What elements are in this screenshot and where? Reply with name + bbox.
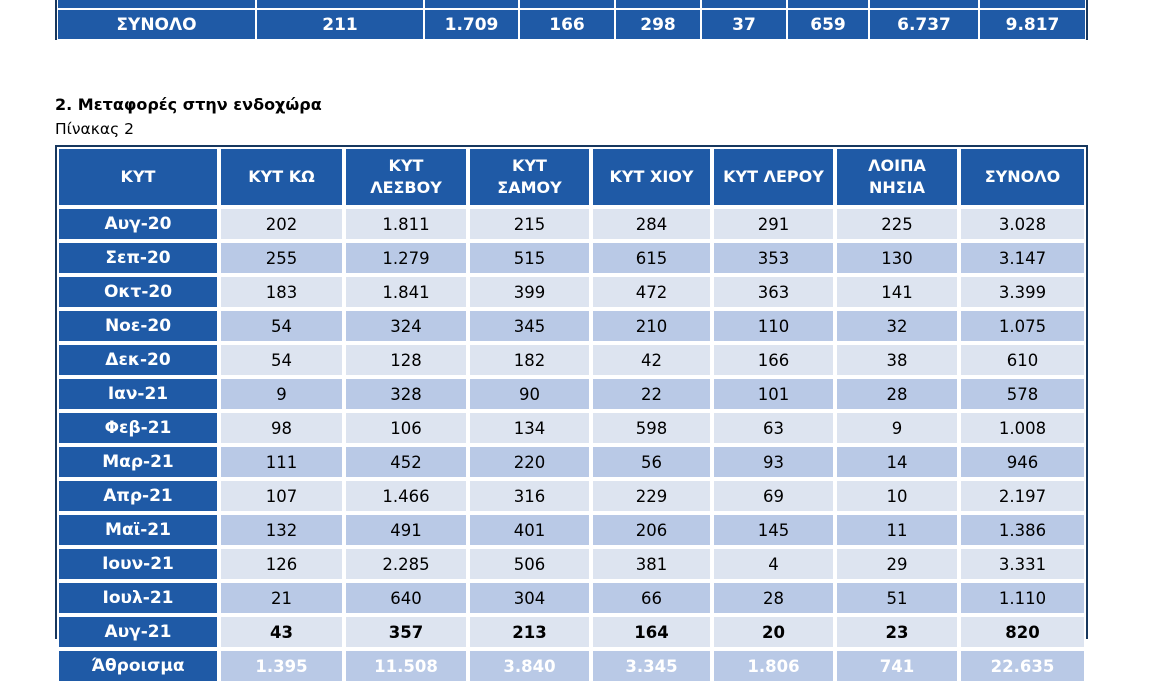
table-cell: 141 — [835, 275, 959, 309]
table-cell: 38 — [835, 343, 959, 377]
row-label: Μαϊ-21 — [57, 513, 219, 547]
table-row — [57, 445, 1086, 479]
row-label: Σεπ-20 — [57, 241, 219, 275]
column-header — [591, 147, 712, 207]
table-row-cut — [57, 0, 1086, 9]
table-row — [57, 275, 1086, 309]
table-cell: 132 — [219, 513, 344, 547]
table-cell: 183 — [219, 275, 344, 309]
table-cell: 220 — [468, 445, 591, 479]
table-cell: 101 — [712, 377, 835, 411]
column-header-label: ΚΥΤ ΛΕΡΟΥ — [723, 167, 824, 186]
column-header-label: ΚΥΤ ΧΙΟΥ — [609, 167, 694, 186]
table-cell: 98 — [219, 411, 344, 445]
column-header-label: ΝΗΣΙΑ — [868, 178, 926, 197]
table-cell: 43 — [219, 615, 344, 649]
row-label: Ιουλ-21 — [57, 581, 219, 615]
table-cell: 578 — [959, 377, 1086, 411]
total-row — [57, 9, 1086, 40]
table-cell: 1.466 — [344, 479, 468, 513]
table-cell: 353 — [712, 241, 835, 275]
column-header — [712, 147, 835, 207]
table-cell: 598 — [591, 411, 712, 445]
table-cell: 93 — [712, 445, 835, 479]
table-cell: 3.331 — [959, 547, 1086, 581]
table-cell: 126 — [219, 547, 344, 581]
row-label: Νοε-20 — [57, 309, 219, 343]
table-cell: 20 — [712, 615, 835, 649]
summary-table-previous-grid — [57, 0, 1086, 40]
table-cell: 90 — [468, 377, 591, 411]
table-caption: Πίνακας 2 — [55, 120, 135, 138]
row-label: Αυγ-21 — [57, 615, 219, 649]
total-cell: 3.345 — [591, 649, 712, 683]
table-cell: 1.386 — [959, 513, 1086, 547]
column-header — [835, 147, 959, 207]
total-label: ΣΥΝΟΛΟ — [57, 9, 256, 40]
table-cell: 640 — [344, 581, 468, 615]
total-cell: 659 — [787, 9, 869, 40]
table-cell: 111 — [219, 445, 344, 479]
total-cell: 22.635 — [959, 649, 1086, 683]
table-cell: 130 — [835, 241, 959, 275]
table-cell: 32 — [835, 309, 959, 343]
table-cell: 145 — [712, 513, 835, 547]
table-cell: 820 — [959, 615, 1086, 649]
table-header-row — [57, 147, 1086, 207]
table-cell: 345 — [468, 309, 591, 343]
table-cell: 1.841 — [344, 275, 468, 309]
table-cell: 29 — [835, 547, 959, 581]
transfers-table — [55, 145, 1088, 676]
total-row — [57, 649, 1086, 683]
table-row — [57, 581, 1086, 615]
table-cell: 399 — [468, 275, 591, 309]
table-cell: 2.197 — [959, 479, 1086, 513]
table-cell: 28 — [835, 377, 959, 411]
table-cell: 10 — [835, 479, 959, 513]
table-row — [57, 547, 1086, 581]
total-cell: 211 — [256, 9, 424, 40]
total-cell: 37 — [701, 9, 787, 40]
table-row — [57, 513, 1086, 547]
total-cell: 6.737 — [869, 9, 979, 40]
table-cell: 515 — [468, 241, 591, 275]
table-cell: 22 — [591, 377, 712, 411]
total-label: Άθροισμα — [57, 649, 219, 683]
table-cell: 2.285 — [344, 547, 468, 581]
table-cell: 506 — [468, 547, 591, 581]
column-header-label: ΣΥΝΟΛΟ — [984, 167, 1061, 186]
table-cell: 255 — [219, 241, 344, 275]
table-cell: 23 — [835, 615, 959, 649]
row-label: Δεκ-20 — [57, 343, 219, 377]
row-label: Οκτ-20 — [57, 275, 219, 309]
row-label: Φεβ-21 — [57, 411, 219, 445]
total-cell: 3.840 — [468, 649, 591, 683]
table-cell: 56 — [591, 445, 712, 479]
table-cell: 213 — [468, 615, 591, 649]
row-label: Απρ-21 — [57, 479, 219, 513]
table-cell: 166 — [712, 343, 835, 377]
table-cell: 9 — [835, 411, 959, 445]
table-row — [57, 207, 1086, 241]
table-row — [57, 241, 1086, 275]
table-row — [57, 377, 1086, 411]
table-cell: 3.028 — [959, 207, 1086, 241]
row-label: Αυγ-20 — [57, 207, 219, 241]
table-row — [57, 615, 1086, 649]
table-cell: 304 — [468, 581, 591, 615]
column-header-label: ΛΕΣΒΟΥ — [370, 178, 442, 197]
table-cell: 3.147 — [959, 241, 1086, 275]
table-cell: 610 — [959, 343, 1086, 377]
row-label: Μαρ-21 — [57, 445, 219, 479]
table-cell: 28 — [712, 581, 835, 615]
table-cell: 363 — [712, 275, 835, 309]
row-label: Ιαν-21 — [57, 377, 219, 411]
table-cell: 316 — [468, 479, 591, 513]
section-title: 2. Μεταφορές στην ενδοχώρα — [55, 95, 322, 114]
table-cell: 381 — [591, 547, 712, 581]
total-cell: 741 — [835, 649, 959, 683]
column-header-label: ΚΥΤ — [512, 156, 547, 175]
table-cell: 225 — [835, 207, 959, 241]
table-cell: 452 — [344, 445, 468, 479]
table-cell: 128 — [344, 343, 468, 377]
column-header — [219, 147, 344, 207]
table-body — [57, 207, 1086, 683]
table-cell: 63 — [712, 411, 835, 445]
table-cell: 202 — [219, 207, 344, 241]
table-cell: 291 — [712, 207, 835, 241]
table-cell: 54 — [219, 343, 344, 377]
summary-table-previous — [55, 0, 1088, 40]
table-row — [57, 411, 1086, 445]
column-header-label: ΚΥΤ — [388, 156, 424, 175]
table-cell: 134 — [468, 411, 591, 445]
total-cell: 1.395 — [219, 649, 344, 683]
column-header — [959, 147, 1086, 207]
column-header-label: ΚΥΤ — [120, 167, 156, 186]
table-cell: 51 — [835, 581, 959, 615]
table-cell: 946 — [959, 445, 1086, 479]
table-cell: 229 — [591, 479, 712, 513]
table-cell: 14 — [835, 445, 959, 479]
table-cell: 210 — [591, 309, 712, 343]
table-cell: 11 — [835, 513, 959, 547]
table-cell: 357 — [344, 615, 468, 649]
table-cell: 1.075 — [959, 309, 1086, 343]
table-cell: 69 — [712, 479, 835, 513]
table-cell: 66 — [591, 581, 712, 615]
table-cell: 1.811 — [344, 207, 468, 241]
table-cell: 472 — [591, 275, 712, 309]
column-header — [468, 147, 591, 207]
total-cell: 298 — [615, 9, 701, 40]
row-label: Ιουν-21 — [57, 547, 219, 581]
table-cell: 164 — [591, 615, 712, 649]
table-cell: 324 — [344, 309, 468, 343]
column-header-label: ΚΥΤ ΚΩ — [248, 167, 315, 186]
table-cell: 42 — [591, 343, 712, 377]
table-cell: 21 — [219, 581, 344, 615]
table-cell: 1.110 — [959, 581, 1086, 615]
table-cell: 110 — [712, 309, 835, 343]
column-header-label: ΣΑΜΟΥ — [497, 178, 562, 197]
column-header — [57, 147, 219, 207]
total-cell: 166 — [519, 9, 615, 40]
table-cell: 107 — [219, 479, 344, 513]
total-cell: 1.709 — [424, 9, 519, 40]
table-cell: 9 — [219, 377, 344, 411]
transfers-table-grid — [57, 147, 1086, 683]
table-cell: 615 — [591, 241, 712, 275]
table-cell: 401 — [468, 513, 591, 547]
table-cell: 491 — [344, 513, 468, 547]
table-cell: 54 — [219, 309, 344, 343]
column-header — [344, 147, 468, 207]
table-row — [57, 309, 1086, 343]
table-cell: 215 — [468, 207, 591, 241]
table-cell: 328 — [344, 377, 468, 411]
total-cell: 1.806 — [712, 649, 835, 683]
table-cell: 206 — [591, 513, 712, 547]
table-cell: 182 — [468, 343, 591, 377]
table-cell: 4 — [712, 547, 835, 581]
table-cell: 106 — [344, 411, 468, 445]
table-cell: 1.008 — [959, 411, 1086, 445]
column-header-label: ΛΟΙΠΑ — [868, 156, 926, 175]
table-row — [57, 343, 1086, 377]
table-cell: 284 — [591, 207, 712, 241]
total-cell: 11.508 — [344, 649, 468, 683]
table-cell: 3.399 — [959, 275, 1086, 309]
table-cell: 1.279 — [344, 241, 468, 275]
table-row — [57, 479, 1086, 513]
total-cell: 9.817 — [979, 9, 1086, 40]
